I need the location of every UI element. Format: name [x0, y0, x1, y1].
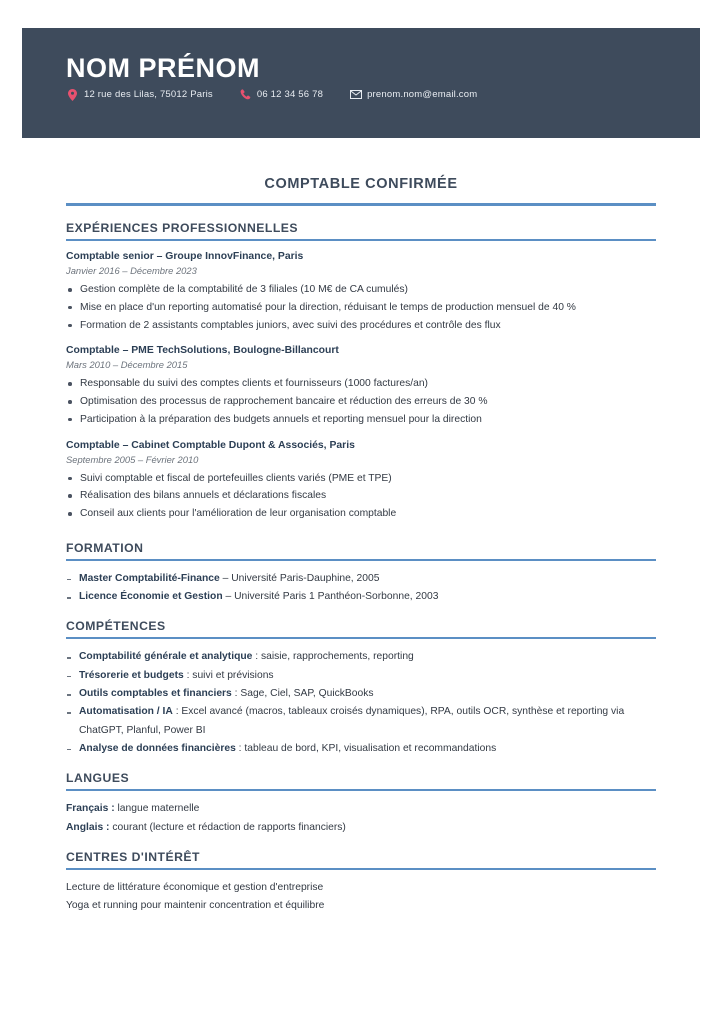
contact-address [66, 88, 213, 101]
title-divider [66, 203, 656, 206]
section-langues [66, 771, 656, 837]
list-item: Mise en place d'un reporting automatisé pour la direction, réduisant le temps de production mensuel de 40 % [66, 299, 656, 317]
cv-header [22, 28, 700, 138]
section-formation [66, 541, 656, 607]
list-item: Suivi comptable et fiscal de portefeuilles clients variés (PME et TPE) [66, 470, 656, 488]
formation-degree: Master Comptabilité-Finance [79, 572, 220, 584]
list-item [66, 588, 656, 606]
section-heading-langues: LANGUES [66, 771, 130, 786]
section-divider [66, 789, 656, 791]
section-heading-interets: CENTRES D'INTÉRÊT [66, 850, 200, 865]
skill-detail: : saisie, rapprochements, reporting [252, 651, 414, 663]
list-item [66, 570, 656, 588]
skill-name: Trésorerie et budgets [79, 669, 184, 681]
skill-detail: : Sage, Ciel, SAP, QuickBooks [231, 688, 374, 700]
contact-row [66, 88, 700, 101]
contact-phone [239, 88, 323, 101]
experience-dates: Septembre 2005 – Février 2010 [66, 453, 199, 465]
formation-detail: – Université Paris 1 Panthéon-Sorbonne, 2003 [222, 591, 439, 603]
language-name: Français : [66, 803, 115, 815]
list-item: Optimisation des processus de rapprochement bancaire et réduction des erreurs de 30 % [66, 393, 656, 411]
contact-phone-text: 06 12 34 56 78 [256, 89, 324, 101]
language-level: courant (lecture et rédaction de rapports financiers) [109, 821, 346, 833]
list-item [66, 740, 656, 758]
experience-item [66, 439, 656, 523]
section-heading-experience: EXPÉRIENCES PROFESSIONNELLES [66, 221, 299, 235]
list-item [66, 703, 656, 740]
language-level: langue maternelle [114, 803, 200, 815]
language-name: Anglais : [66, 821, 110, 833]
experience-dates: Mars 2010 – Décembre 2015 [66, 359, 188, 371]
list-item [66, 667, 656, 685]
skill-name: Comptabilité générale et analytique [79, 651, 253, 663]
skill-detail: : Excel avancé (macros, tableaux croisés dynamiques), RPA, outils OCR, synthèse et reporting via ChatGPT, Planful, Power BI [79, 706, 625, 736]
candidate-name: NOM PRÉNOM [66, 53, 260, 83]
competences-list [66, 648, 656, 758]
list-item [66, 685, 656, 703]
experience-dates: Janvier 2016 – Décembre 2023 [66, 265, 197, 277]
list-item: Participation à la préparation des budgets annuels et reporting mensuel pour la direction [66, 411, 656, 429]
list-item: Responsable du suivi des comptes clients et fournisseurs (1000 factures/an) [66, 375, 656, 393]
experience-bullets [66, 375, 656, 428]
section-divider [66, 239, 656, 241]
experience-title: Comptable – PME TechSolutions, Boulogne-Billancourt [66, 345, 339, 357]
list-item: Conseil aux clients pour l'amélioration de leur organisation comptable [66, 505, 656, 523]
section-divider [66, 637, 656, 639]
contact-email-text: prenom.nom@email.com [367, 89, 478, 101]
page-title: COMPTABLE CONFIRMÉE [264, 176, 458, 192]
language-item [66, 819, 656, 837]
skill-name: Outils comptables et financiers [79, 688, 232, 700]
skill-name: Analyse de données financières [79, 743, 236, 755]
contact-email [349, 88, 477, 101]
list-item: Formation de 2 assistants comptables juniors, avec suivi des procédures et contrôle des flux [66, 317, 656, 335]
section-divider [66, 868, 656, 870]
section-experience [66, 221, 656, 523]
section-competences [66, 619, 656, 758]
formation-list [66, 570, 656, 607]
skill-name: Automatisation / IA [79, 706, 173, 718]
list-item: Réalisation des bilans annuels et déclarations fiscales [66, 487, 656, 505]
section-heading-formation: FORMATION [66, 540, 144, 555]
section-heading-competences: COMPÉTENCES [66, 619, 166, 634]
skill-detail: : tableau de bord, KPI, visualisation et recommandations [235, 743, 497, 755]
interest-item: Yoga et running pour maintenir concentration et équilibre [66, 900, 325, 912]
experience-bullets [66, 281, 656, 334]
experience-bullets [66, 470, 656, 523]
experience-item [66, 344, 656, 428]
section-interets [66, 850, 656, 916]
formation-detail: – Université Paris-Dauphine, 2005 [219, 572, 380, 584]
section-divider [66, 559, 656, 561]
interest-item: Lecture de littérature économique et gestion d'entreprise [66, 882, 324, 894]
experience-title: Comptable senior – Groupe InnovFinance, Paris [66, 251, 304, 262]
location-pin-icon [66, 88, 79, 101]
skill-detail: : suivi et prévisions [183, 669, 274, 681]
phone-icon [239, 88, 252, 101]
envelope-icon [349, 88, 362, 101]
contact-address-text: 12 rue des Lilas, 75012 Paris [84, 89, 213, 101]
experience-item [66, 250, 656, 334]
experience-title: Comptable – Cabinet Comptable Dupont & Associés, Paris [66, 439, 355, 451]
formation-degree: Licence Économie et Gestion [79, 591, 223, 603]
cv-body [66, 221, 656, 916]
list-item: Gestion complète de la comptabilité de 3 filiales (10 M€ de CA cumulés) [66, 281, 656, 299]
list-item [66, 648, 656, 666]
language-item [66, 800, 656, 818]
